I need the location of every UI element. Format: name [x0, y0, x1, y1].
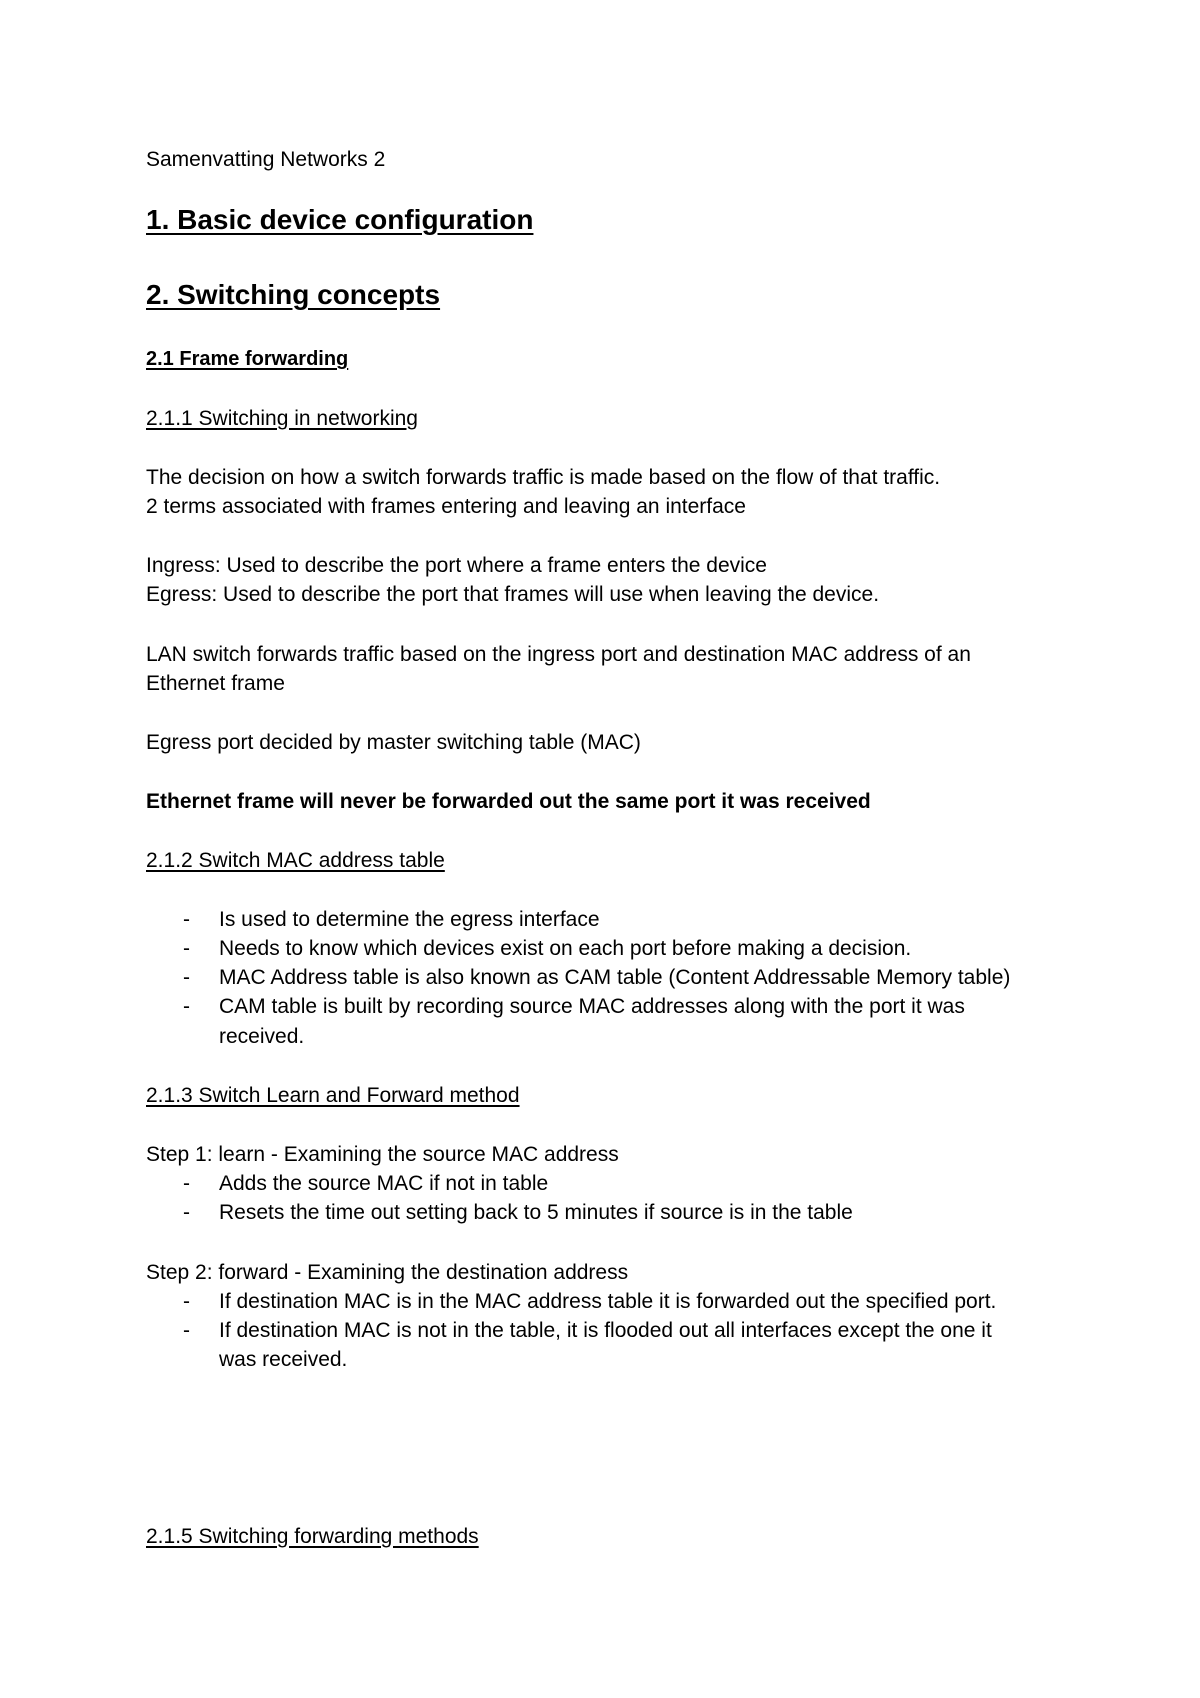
list-item: Resets the time out setting back to 5 minutes if source is in the table	[219, 1201, 853, 1224]
list-item: Is used to determine the egress interface	[219, 908, 600, 931]
paragraph-egress-port: Egress port decided by master switching table (MAC)	[146, 731, 641, 754]
list-item: Needs to know which devices exist on each port before making a decision.	[219, 937, 912, 960]
heading-switch-learn-and-forward: 2.1.3 Switch Learn and Forward method	[146, 1084, 520, 1107]
list-item: CAM table is built by recording source MAC addresses along with the port it was	[219, 995, 965, 1018]
paragraph-lan-line-1: LAN switch forwards traffic based on the ingress port and destination MAC address of an	[146, 643, 971, 666]
bullet-marker: -	[183, 1201, 190, 1224]
step-1-learn: Step 1: learn - Examining the source MAC address	[146, 1143, 619, 1166]
document-title: Samenvatting Networks 2	[146, 148, 386, 171]
bullet-marker: -	[183, 1172, 190, 1195]
list-item-continuation: received.	[219, 1025, 305, 1048]
bullet-marker: -	[183, 966, 190, 989]
list-item: If destination MAC is not in the table, it is flooded out all interfaces except the one it	[219, 1319, 992, 1342]
bullet-marker: -	[183, 937, 190, 960]
heading-switching-concepts: 2. Switching concepts	[146, 279, 441, 310]
list-item: Adds the source MAC if not in table	[219, 1172, 549, 1195]
bullet-marker: -	[183, 908, 190, 931]
bullet-marker: -	[183, 1290, 190, 1313]
heading-frame-forwarding: 2.1 Frame forwarding	[146, 348, 349, 370]
heading-basic-device-configuration: 1. Basic device configuration	[146, 204, 534, 235]
heading-switching-in-networking: 2.1.1 Switching in networking	[146, 407, 418, 430]
bullet-marker: -	[183, 995, 190, 1018]
paragraph-ingress: Ingress: Used to describe the port where a frame enters the device	[146, 554, 767, 577]
paragraph-egress: Egress: Used to describe the port that frames will use when leaving the device.	[146, 583, 880, 606]
bullet-marker: -	[183, 1319, 190, 1342]
heading-switch-mac-address-table: 2.1.2 Switch MAC address table	[146, 849, 445, 872]
paragraph-terms: 2 terms associated with frames entering and leaving an interface	[146, 495, 746, 518]
list-item: If destination MAC is in the MAC address table it is forwarded out the specified port.	[219, 1290, 997, 1313]
paragraph-decision: The decision on how a switch forwards traffic is made based on the flow of that traffic.	[146, 466, 941, 489]
step-2-forward: Step 2: forward - Examining the destination address	[146, 1261, 629, 1284]
paragraph-lan-line-2: Ethernet frame	[146, 672, 285, 695]
list-item-continuation: was received.	[219, 1348, 348, 1371]
heading-switching-forwarding-methods: 2.1.5 Switching forwarding methods	[146, 1525, 479, 1548]
paragraph-never-forwarded: Ethernet frame will never be forwarded out the same port it was received	[146, 790, 871, 813]
list-item: MAC Address table is also known as CAM table (Content Addressable Memory table)	[219, 966, 1011, 989]
